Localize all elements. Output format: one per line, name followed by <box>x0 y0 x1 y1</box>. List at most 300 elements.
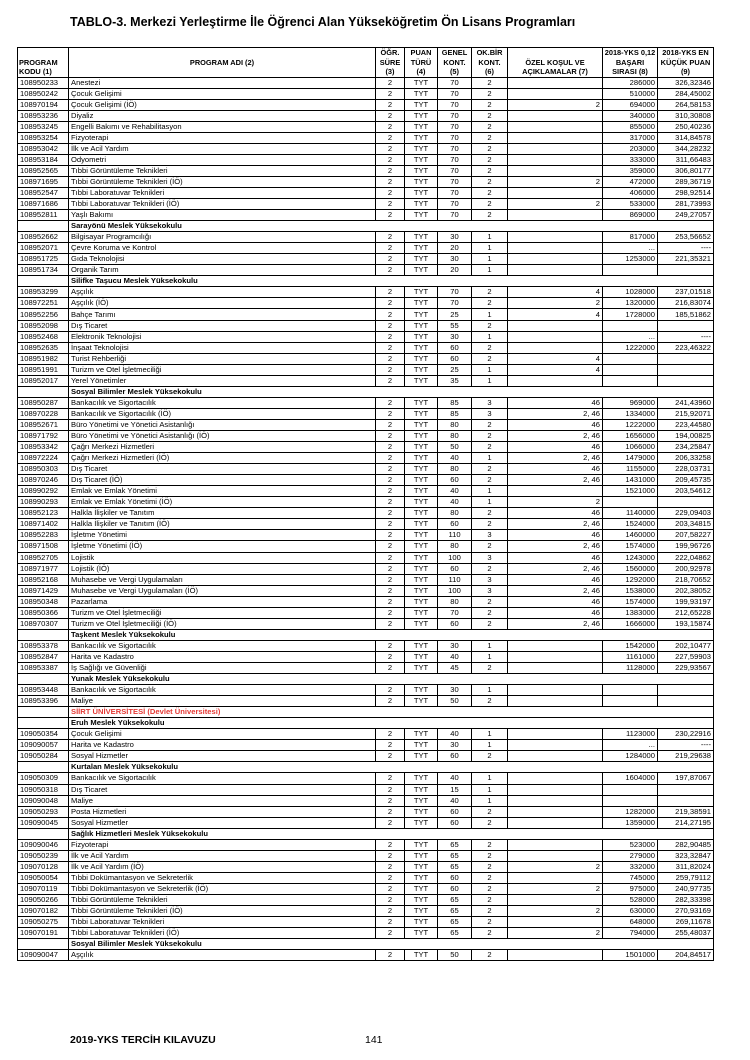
cell-top-student-quota: 2 <box>472 88 508 99</box>
cell-top-student-quota: 3 <box>472 397 508 408</box>
cell-program-name: Aşçılık <box>69 287 376 298</box>
cell-program-name: Çocuk Gelişimi <box>69 729 376 740</box>
cell-general-quota: 70 <box>438 210 472 221</box>
cell-special-conditions: 2 <box>508 883 603 894</box>
cell-min-score <box>658 375 714 386</box>
cell-score-type: TYT <box>405 497 438 508</box>
cell-score-type: TYT <box>405 77 438 88</box>
cell-min-score: 264,58153 <box>658 99 714 110</box>
cell-program-name: Tıbbi Laboratuvar Teknikleri <box>69 917 376 928</box>
cell-success-rank: ... <box>603 331 658 342</box>
table-row <box>18 685 714 696</box>
cell-program-name: Aşçılık <box>69 950 376 961</box>
cell-duration: 2 <box>376 497 405 508</box>
cell-score-type: TYT <box>405 298 438 309</box>
cell-general-quota: 70 <box>438 165 472 176</box>
cell-program-code: 108952705 <box>18 552 69 563</box>
cell-min-score: 237,01518 <box>658 287 714 298</box>
cell-program-name: Emlak ve Emlak Yönetimi (İÖ) <box>69 497 376 508</box>
cell-success-rank: 1222000 <box>603 419 658 430</box>
cell-score-type: TYT <box>405 375 438 386</box>
cell-general-quota: 15 <box>438 784 472 795</box>
cell-special-conditions <box>508 254 603 265</box>
cell-score-type: TYT <box>405 806 438 817</box>
cell-top-student-quota: 2 <box>472 199 508 210</box>
cell-score-type: TYT <box>405 154 438 165</box>
cell-min-score: 228,03731 <box>658 464 714 475</box>
table-row <box>18 77 714 88</box>
cell-success-rank <box>603 364 658 375</box>
cell-program-name: Turizm ve Otel İşletmeciliği <box>69 364 376 375</box>
cell-top-student-quota: 2 <box>472 210 508 221</box>
cell-score-type: TYT <box>405 574 438 585</box>
cell-special-conditions: 46 <box>508 508 603 519</box>
cell-success-rank: 340000 <box>603 110 658 121</box>
cell-min-score: 311,66483 <box>658 154 714 165</box>
cell-general-quota: 80 <box>438 431 472 442</box>
cell-duration: 2 <box>376 662 405 673</box>
cell-top-student-quota: 1 <box>472 773 508 784</box>
table-row <box>18 640 714 651</box>
cell-general-quota: 60 <box>438 618 472 629</box>
cell-special-conditions: 46 <box>508 464 603 475</box>
cell-min-score <box>658 696 714 707</box>
cell-score-type: TYT <box>405 419 438 430</box>
cell-special-conditions <box>508 77 603 88</box>
cell-special-conditions <box>508 917 603 928</box>
cell-score-type: TYT <box>405 729 438 740</box>
cell-min-score: ---- <box>658 331 714 342</box>
cell-general-quota: 25 <box>438 364 472 375</box>
cell-general-quota: 55 <box>438 320 472 331</box>
cell-min-score: 306,80177 <box>658 165 714 176</box>
cell-special-conditions <box>508 685 603 696</box>
cell-duration: 2 <box>376 154 405 165</box>
cell-score-type: TYT <box>405 353 438 364</box>
section-header-row <box>18 221 714 232</box>
section-header-row <box>18 828 714 839</box>
cell-program-name: Bankacılık ve Sigortacılık <box>69 640 376 651</box>
cell-score-type: TYT <box>405 132 438 143</box>
cell-program-code: 108952256 <box>18 309 69 320</box>
cell-special-conditions <box>508 773 603 784</box>
cell-top-student-quota: 1 <box>472 784 508 795</box>
cell-program-name: Diyaliz <box>69 110 376 121</box>
table-row <box>18 375 714 386</box>
cell-special-conditions: 46 <box>508 419 603 430</box>
cell-program-name: Büro Yönetimi ve Yönetici Asistanlığı <box>69 419 376 430</box>
cell-program-name: Çevre Koruma ve Kontrol <box>69 243 376 254</box>
cell-program-code: 108953378 <box>18 640 69 651</box>
cell-duration: 2 <box>376 99 405 110</box>
cell-top-student-quota: 3 <box>472 552 508 563</box>
cell-duration: 2 <box>376 143 405 154</box>
cell-special-conditions <box>508 210 603 221</box>
cell-program-code: 108950242 <box>18 88 69 99</box>
cell-program-name: Emlak ve Emlak Yönetimi <box>69 486 376 497</box>
cell-special-conditions: 46 <box>508 574 603 585</box>
section-blank-cell <box>18 221 69 232</box>
cell-success-rank: 286000 <box>603 77 658 88</box>
table-row <box>18 442 714 453</box>
cell-program-name: Dış Ticaret <box>69 784 376 795</box>
cell-program-name: Halkla İlişkiler ve Tanıtım <box>69 508 376 519</box>
cell-program-name: Elektronik Teknolojisi <box>69 331 376 342</box>
cell-program-name: Dış Ticaret (İÖ) <box>69 475 376 486</box>
cell-program-code: 109070119 <box>18 883 69 894</box>
cell-top-student-quota: 3 <box>472 530 508 541</box>
cell-general-quota: 40 <box>438 729 472 740</box>
cell-duration: 2 <box>376 397 405 408</box>
table-row <box>18 431 714 442</box>
cell-min-score: 203,54612 <box>658 486 714 497</box>
cell-success-rank <box>603 353 658 364</box>
header-success-rank: 2018-YKS 0,12 BAŞARI SIRASI (8) <box>603 48 658 78</box>
cell-min-score: 206,33258 <box>658 453 714 464</box>
section-header-row <box>18 386 714 397</box>
cell-top-student-quota: 2 <box>472 618 508 629</box>
cell-program-name: İlk ve Acil Yardım (İÖ) <box>69 861 376 872</box>
cell-score-type: TYT <box>405 751 438 762</box>
cell-success-rank: 1140000 <box>603 508 658 519</box>
cell-score-type: TYT <box>405 861 438 872</box>
section-header-row <box>18 762 714 773</box>
cell-special-conditions <box>508 187 603 198</box>
cell-program-name: Lojistik <box>69 552 376 563</box>
cell-program-code: 109050309 <box>18 773 69 784</box>
cell-score-type: TYT <box>405 894 438 905</box>
cell-special-conditions: 4 <box>508 353 603 364</box>
cell-general-quota: 70 <box>438 121 472 132</box>
cell-general-quota: 65 <box>438 928 472 939</box>
cell-min-score: 230,22916 <box>658 729 714 740</box>
cell-program-code: 108971695 <box>18 176 69 187</box>
table-row <box>18 88 714 99</box>
cell-score-type: TYT <box>405 839 438 850</box>
cell-success-rank: 1728000 <box>603 309 658 320</box>
cell-min-score: 193,15874 <box>658 618 714 629</box>
cell-special-conditions: 46 <box>508 552 603 563</box>
cell-duration: 2 <box>376 309 405 320</box>
cell-min-score: 310,30808 <box>658 110 714 121</box>
cell-min-score: 223,44580 <box>658 419 714 430</box>
cell-general-quota: 70 <box>438 99 472 110</box>
cell-program-code: 108952168 <box>18 574 69 585</box>
cell-general-quota: 70 <box>438 199 472 210</box>
cell-general-quota: 70 <box>438 287 472 298</box>
cell-min-score: 219,38591 <box>658 806 714 817</box>
cell-top-student-quota: 2 <box>472 132 508 143</box>
cell-min-score <box>658 784 714 795</box>
cell-min-score <box>658 353 714 364</box>
cell-special-conditions <box>508 662 603 673</box>
cell-top-student-quota: 2 <box>472 563 508 574</box>
cell-duration: 2 <box>376 696 405 707</box>
table-row <box>18 331 714 342</box>
cell-score-type: TYT <box>405 486 438 497</box>
cell-min-score: 214,27195 <box>658 817 714 828</box>
cell-general-quota: 50 <box>438 442 472 453</box>
cell-success-rank: 1128000 <box>603 662 658 673</box>
cell-general-quota: 85 <box>438 408 472 419</box>
cell-program-code: 109090057 <box>18 740 69 751</box>
cell-success-rank: ... <box>603 243 658 254</box>
cell-special-conditions: 4 <box>508 364 603 375</box>
cell-min-score: ---- <box>658 740 714 751</box>
cell-top-student-quota: 2 <box>472 928 508 939</box>
cell-min-score: 203,34815 <box>658 519 714 530</box>
table-row <box>18 453 714 464</box>
cell-top-student-quota: 2 <box>472 77 508 88</box>
table-row <box>18 464 714 475</box>
cell-general-quota: 70 <box>438 176 472 187</box>
cell-success-rank: 869000 <box>603 210 658 221</box>
cell-min-score: 282,90485 <box>658 839 714 850</box>
cell-program-name: Turist Rehberliği <box>69 353 376 364</box>
cell-duration: 2 <box>376 375 405 386</box>
cell-general-quota: 25 <box>438 309 472 320</box>
cell-program-name: Organik Tarım <box>69 265 376 276</box>
cell-duration: 2 <box>376 917 405 928</box>
cell-score-type: TYT <box>405 165 438 176</box>
cell-score-type: TYT <box>405 563 438 574</box>
cell-general-quota: 60 <box>438 872 472 883</box>
cell-score-type: TYT <box>405 585 438 596</box>
cell-min-score: 207,58227 <box>658 530 714 541</box>
cell-min-score: 223,46322 <box>658 342 714 353</box>
cell-success-rank: 1028000 <box>603 287 658 298</box>
cell-program-code: 108950348 <box>18 596 69 607</box>
cell-general-quota: 60 <box>438 806 472 817</box>
cell-duration: 2 <box>376 806 405 817</box>
cell-score-type: TYT <box>405 640 438 651</box>
cell-duration: 2 <box>376 850 405 861</box>
cell-general-quota: 30 <box>438 685 472 696</box>
cell-general-quota: 60 <box>438 342 472 353</box>
cell-score-type: TYT <box>405 773 438 784</box>
cell-duration: 2 <box>376 773 405 784</box>
cell-top-student-quota: 2 <box>472 839 508 850</box>
cell-min-score: 215,92071 <box>658 408 714 419</box>
cell-success-rank: 975000 <box>603 883 658 894</box>
cell-special-conditions <box>508 795 603 806</box>
cell-special-conditions <box>508 817 603 828</box>
cell-score-type: TYT <box>405 850 438 861</box>
cell-program-name: Turizm ve Otel İşletmeciliği (İÖ) <box>69 618 376 629</box>
table-row <box>18 950 714 961</box>
cell-duration: 2 <box>376 585 405 596</box>
cell-program-code: 108952283 <box>18 530 69 541</box>
cell-general-quota: 30 <box>438 640 472 651</box>
cell-program-name: Bankacılık ve Sigortacılık <box>69 397 376 408</box>
cell-program-name: Tıbbi Dokümantasyon ve Sekreterlik <box>69 872 376 883</box>
cell-score-type: TYT <box>405 917 438 928</box>
cell-general-quota: 100 <box>438 552 472 563</box>
cell-program-code: 109050054 <box>18 872 69 883</box>
cell-min-score: 249,27057 <box>658 210 714 221</box>
cell-duration: 2 <box>376 210 405 221</box>
cell-special-conditions <box>508 165 603 176</box>
cell-general-quota: 30 <box>438 254 472 265</box>
cell-top-student-quota: 2 <box>472 143 508 154</box>
cell-min-score: 269,11678 <box>658 917 714 928</box>
cell-program-name: Çocuk Gelişimi (İÖ) <box>69 99 376 110</box>
cell-top-student-quota: 1 <box>472 232 508 243</box>
cell-duration: 2 <box>376 287 405 298</box>
cell-min-score: 344,28232 <box>658 143 714 154</box>
table-row <box>18 497 714 508</box>
cell-program-code: 108971792 <box>18 431 69 442</box>
footer-guide-title: 2019-YKS TERCİH KILAVUZU <box>70 1034 216 1046</box>
cell-program-code: 108950233 <box>18 77 69 88</box>
cell-success-rank <box>603 265 658 276</box>
cell-top-student-quota: 2 <box>472 519 508 530</box>
cell-program-name: Maliye <box>69 795 376 806</box>
cell-program-name: Bahçe Tarımı <box>69 309 376 320</box>
cell-program-code: 108950287 <box>18 397 69 408</box>
cell-program-name: Tıbbi Görüntüleme Teknikleri <box>69 894 376 905</box>
cell-special-conditions <box>508 839 603 850</box>
cell-duration: 2 <box>376 419 405 430</box>
cell-duration: 2 <box>376 872 405 883</box>
cell-program-code: 108952847 <box>18 651 69 662</box>
cell-success-rank: 1320000 <box>603 298 658 309</box>
cell-top-student-quota: 2 <box>472 176 508 187</box>
section-title: Sarayönü Meslek Yüksekokulu <box>69 221 714 232</box>
cell-special-conditions <box>508 872 603 883</box>
cell-program-code: 108952811 <box>18 210 69 221</box>
cell-program-code: 109090047 <box>18 950 69 961</box>
cell-program-code: 108952468 <box>18 331 69 342</box>
header-general-quota: GENEL KONT. (5) <box>438 48 472 78</box>
cell-program-name: Halkla İlişkiler ve Tanıtım (İÖ) <box>69 519 376 530</box>
cell-program-code: 109090046 <box>18 839 69 850</box>
cell-score-type: TYT <box>405 232 438 243</box>
cell-success-rank: 1284000 <box>603 751 658 762</box>
cell-success-rank: 1222000 <box>603 342 658 353</box>
cell-score-type: TYT <box>405 99 438 110</box>
cell-success-rank: 1383000 <box>603 607 658 618</box>
cell-program-name: Harita ve Kadastro <box>69 740 376 751</box>
cell-duration: 2 <box>376 88 405 99</box>
section-title: Sosyal Bilimler Meslek Yüksekokulu <box>69 939 714 950</box>
cell-special-conditions: 2, 46 <box>508 475 603 486</box>
cell-top-student-quota: 2 <box>472 110 508 121</box>
section-title: Sosyal Bilimler Meslek Yüksekokulu <box>69 386 714 397</box>
cell-score-type: TYT <box>405 883 438 894</box>
cell-score-type: TYT <box>405 397 438 408</box>
cell-program-name: Çağrı Merkezi Hizmetleri <box>69 442 376 453</box>
cell-top-student-quota: 2 <box>472 99 508 110</box>
cell-special-conditions: 2 <box>508 906 603 917</box>
cell-score-type: TYT <box>405 928 438 939</box>
cell-score-type: TYT <box>405 408 438 419</box>
cell-duration: 2 <box>376 596 405 607</box>
cell-score-type: TYT <box>405 243 438 254</box>
table-row <box>18 254 714 265</box>
cell-general-quota: 45 <box>438 662 472 673</box>
cell-general-quota: 60 <box>438 883 472 894</box>
cell-score-type: TYT <box>405 342 438 353</box>
cell-success-rank <box>603 696 658 707</box>
section-blank-cell <box>18 939 69 950</box>
cell-program-code: 108970307 <box>18 618 69 629</box>
cell-special-conditions: 2, 46 <box>508 563 603 574</box>
cell-program-code: 108953396 <box>18 696 69 707</box>
cell-success-rank: 1066000 <box>603 442 658 453</box>
cell-score-type: TYT <box>405 618 438 629</box>
cell-duration: 2 <box>376 132 405 143</box>
cell-program-name: Fizyoterapi <box>69 839 376 850</box>
cell-score-type: TYT <box>405 906 438 917</box>
cell-special-conditions <box>508 243 603 254</box>
cell-general-quota: 40 <box>438 453 472 464</box>
cell-success-rank: 855000 <box>603 121 658 132</box>
cell-min-score: 326,32346 <box>658 77 714 88</box>
cell-program-name: Tıbbi Görüntüleme Teknikleri (İÖ) <box>69 906 376 917</box>
cell-top-student-quota: 1 <box>472 729 508 740</box>
cell-duration: 2 <box>376 883 405 894</box>
cell-special-conditions <box>508 331 603 342</box>
cell-top-student-quota: 1 <box>472 795 508 806</box>
cell-special-conditions <box>508 320 603 331</box>
cell-general-quota: 110 <box>438 574 472 585</box>
section-blank-cell <box>18 629 69 640</box>
cell-min-score <box>658 320 714 331</box>
cell-duration: 2 <box>376 176 405 187</box>
table-row <box>18 419 714 430</box>
cell-program-code: 108953299 <box>18 287 69 298</box>
cell-success-rank: 630000 <box>603 906 658 917</box>
cell-duration: 2 <box>376 839 405 850</box>
cell-score-type: TYT <box>405 331 438 342</box>
cell-duration: 2 <box>376 519 405 530</box>
cell-top-student-quota: 1 <box>472 309 508 320</box>
cell-program-name: Bankacılık ve Sigortacılık <box>69 773 376 784</box>
cell-program-name: Çağrı Merkezi Hizmetleri (İÖ) <box>69 453 376 464</box>
cell-program-code: 108952662 <box>18 232 69 243</box>
section-blank-cell <box>18 276 69 287</box>
table-row <box>18 729 714 740</box>
cell-program-name: Büro Yönetimi ve Yönetici Asistanlığı (İÖ) <box>69 431 376 442</box>
cell-special-conditions <box>508 894 603 905</box>
cell-general-quota: 60 <box>438 817 472 828</box>
cell-success-rank: 332000 <box>603 861 658 872</box>
cell-success-rank: 1501000 <box>603 950 658 961</box>
cell-duration: 2 <box>376 607 405 618</box>
cell-program-name: Anestezi <box>69 77 376 88</box>
table-row <box>18 596 714 607</box>
cell-general-quota: 70 <box>438 607 472 618</box>
cell-min-score: 222,04862 <box>658 552 714 563</box>
cell-program-code: 108952098 <box>18 320 69 331</box>
cell-program-code: 109050354 <box>18 729 69 740</box>
cell-duration: 2 <box>376 751 405 762</box>
header-program-code: PROGRAM KODU (1) <box>18 48 69 78</box>
cell-duration: 2 <box>376 530 405 541</box>
cell-duration: 2 <box>376 928 405 939</box>
cell-top-student-quota: 2 <box>472 353 508 364</box>
cell-top-student-quota: 2 <box>472 165 508 176</box>
table-row <box>18 740 714 751</box>
cell-score-type: TYT <box>405 740 438 751</box>
cell-success-rank: 694000 <box>603 99 658 110</box>
cell-special-conditions: 2, 46 <box>508 519 603 530</box>
cell-special-conditions <box>508 950 603 961</box>
cell-score-type: TYT <box>405 309 438 320</box>
cell-success-rank: ... <box>603 740 658 751</box>
cell-program-code: 109070191 <box>18 928 69 939</box>
